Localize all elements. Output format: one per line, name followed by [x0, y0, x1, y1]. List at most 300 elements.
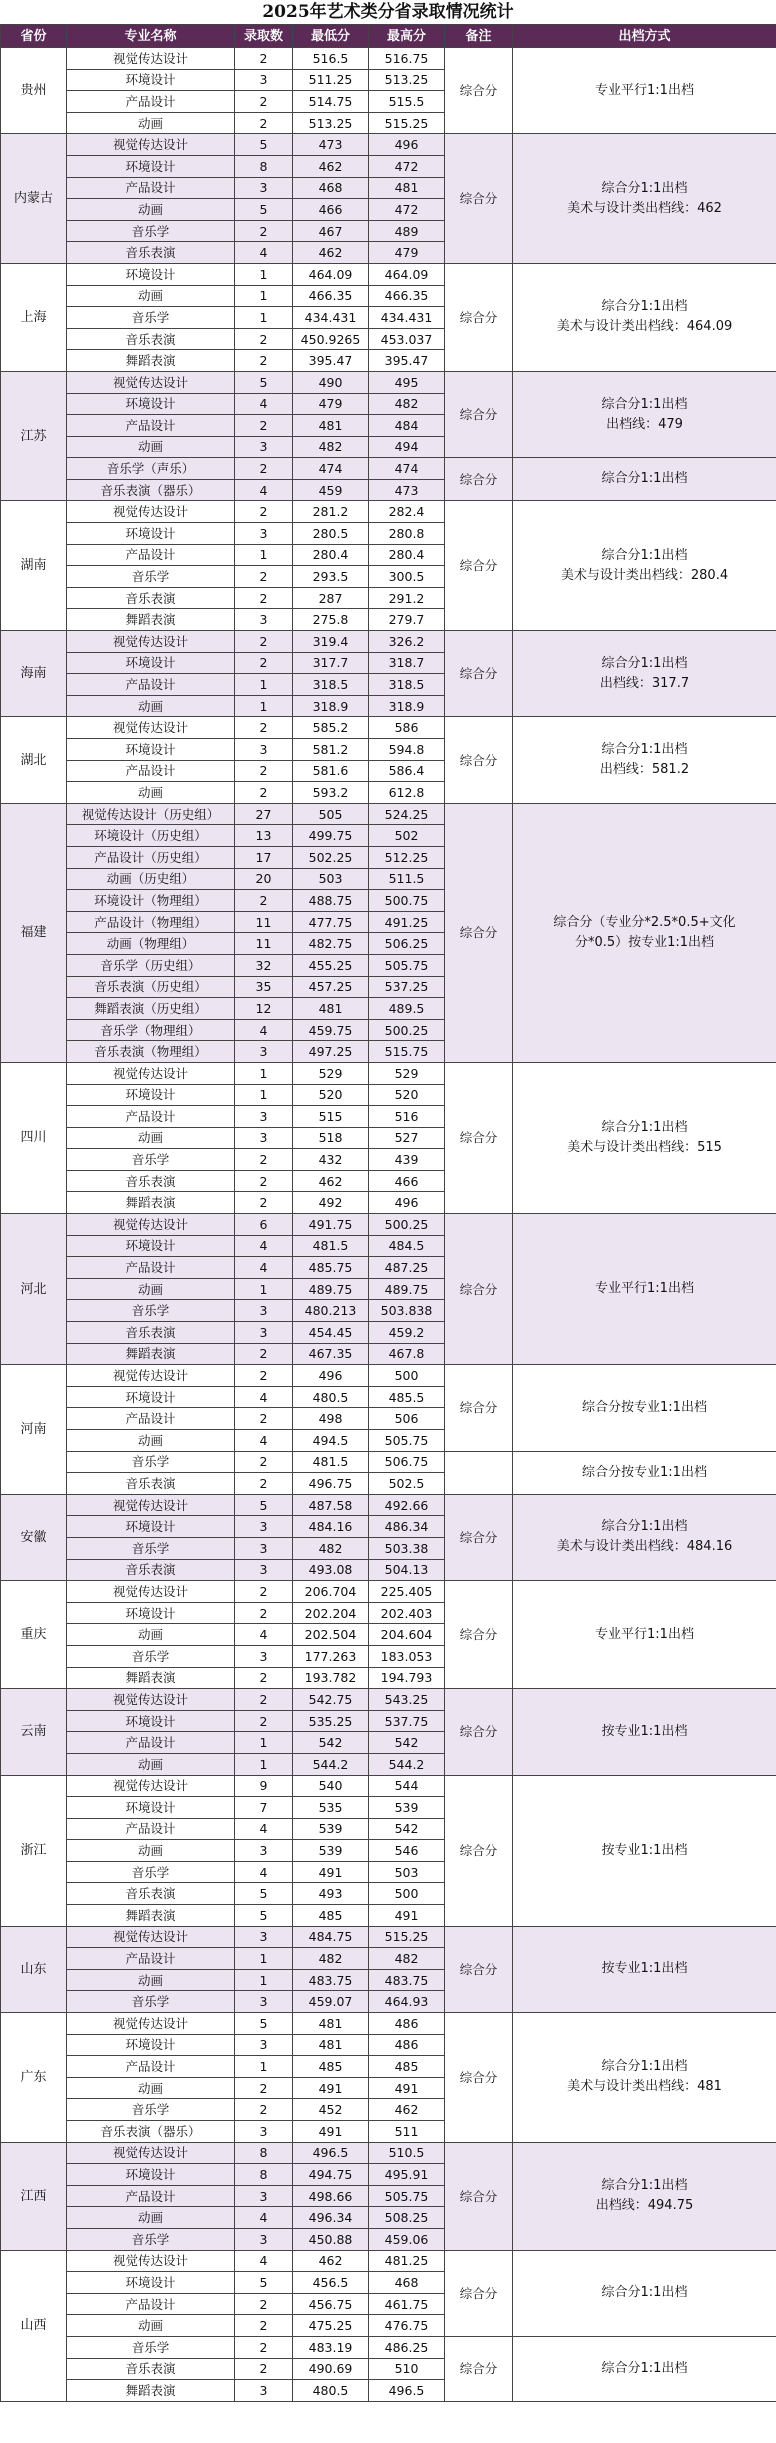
max-score-cell: 511 [369, 2121, 445, 2143]
count-cell: 4 [235, 2250, 293, 2272]
max-score-cell: 183.053 [369, 1645, 445, 1667]
min-score-cell: 485.75 [293, 1257, 369, 1279]
max-score-cell: 467.8 [369, 1343, 445, 1365]
max-score-cell: 508.25 [369, 2207, 445, 2229]
max-score-cell: 500.25 [369, 1214, 445, 1236]
method-line: 按专业1:1出档 [601, 1723, 688, 1739]
major-cell: 动画 [67, 1840, 235, 1862]
major-cell: 产品设计 [67, 2293, 235, 2315]
min-score-cell: 202.504 [293, 1624, 369, 1646]
major-cell: 动画 [67, 695, 235, 717]
count-cell: 6 [235, 1214, 293, 1236]
table-row [1, 2336, 776, 2358]
max-score-cell: 502.5 [369, 1473, 445, 1495]
method-cell [513, 1775, 776, 1926]
min-score-cell: 287 [293, 587, 369, 609]
max-score-cell: 586 [369, 717, 445, 739]
count-cell: 2 [235, 2077, 293, 2099]
method-line: 综合分1:1出档 [601, 2360, 688, 2376]
max-score-cell: 280.8 [369, 523, 445, 545]
table-row [1, 1451, 776, 1473]
method-cell [513, 2250, 776, 2336]
max-score-cell: 485.5 [369, 1386, 445, 1408]
major-cell: 音乐表演（物理组） [67, 1041, 235, 1063]
method-cell [513, 1926, 776, 2012]
min-score-cell: 480.5 [293, 1386, 369, 1408]
method-line: 专业平行1:1出档 [595, 82, 694, 98]
min-score-cell: 511.25 [293, 69, 369, 91]
max-score-cell: 487.25 [369, 1257, 445, 1279]
max-score-cell: 484 [369, 415, 445, 437]
min-score-cell: 280.5 [293, 523, 369, 545]
major-cell: 视觉传达设计 [67, 1062, 235, 1084]
method-line: 综合分（专业分*2.5*0.5+文化 [553, 914, 736, 930]
min-score-cell: 450.88 [293, 2228, 369, 2250]
max-score-cell: 594.8 [369, 739, 445, 761]
count-cell: 8 [235, 2142, 293, 2164]
major-cell: 产品设计 [67, 1732, 235, 1754]
major-cell: 环境设计（物理组） [67, 890, 235, 912]
major-cell: 音乐表演 [67, 242, 235, 264]
min-score-cell: 462 [293, 242, 369, 264]
max-score-cell: 515.75 [369, 1041, 445, 1063]
min-score-cell: 488.75 [293, 890, 369, 912]
major-cell: 视觉传达设计 [67, 1214, 235, 1236]
major-cell: 环境设计 [67, 1084, 235, 1106]
method-line: 美术与设计类出档线：484.16 [556, 1539, 733, 1555]
min-score-cell: 515 [293, 1106, 369, 1128]
min-score-cell: 459.75 [293, 1019, 369, 1041]
method-line: 专业平行1:1出档 [595, 1281, 694, 1297]
min-score-cell: 514.75 [293, 91, 369, 113]
min-score-cell: 480.213 [293, 1300, 369, 1322]
max-score-cell: 459.06 [369, 2228, 445, 2250]
note-cell: 综合分 [445, 501, 513, 631]
major-cell: 产品设计 [67, 2185, 235, 2207]
major-cell: 视觉传达设计 [67, 134, 235, 156]
province-cell: 湖南 [1, 501, 67, 631]
min-score-cell: 481.5 [293, 1451, 369, 1473]
method-cell [513, 1214, 776, 1365]
table-row [1, 803, 776, 825]
method-line: 美术与设计类出档线：462 [567, 200, 722, 216]
min-score-cell: 280.4 [293, 544, 369, 566]
method-line: 综合分按专业1:1出档 [582, 1399, 707, 1415]
table-row [1, 134, 776, 156]
page-title: 2025年艺术类分省录取情况统计 [262, 2, 514, 22]
method-line: 出档线：317.7 [599, 675, 690, 691]
major-cell: 音乐学 [67, 566, 235, 588]
max-score-cell: 481.25 [369, 2250, 445, 2272]
major-cell: 环境设计 [67, 2272, 235, 2294]
min-score-cell: 483.19 [293, 2336, 369, 2358]
count-cell: 2 [235, 458, 293, 480]
province-cell: 浙江 [1, 1775, 67, 1926]
count-cell: 8 [235, 155, 293, 177]
min-score-cell: 544.2 [293, 1753, 369, 1775]
method-line: 综合分1:1出档 [601, 2285, 688, 2301]
major-cell: 音乐表演 [67, 1559, 235, 1581]
major-cell: 动画 [67, 199, 235, 221]
major-cell: 动画 [67, 285, 235, 307]
max-score-cell: 500 [369, 1365, 445, 1387]
max-score-cell: 506.75 [369, 1451, 445, 1473]
max-score-cell: 500.75 [369, 890, 445, 912]
max-score-cell: 544.2 [369, 1753, 445, 1775]
count-cell: 12 [235, 998, 293, 1020]
count-cell: 5 [235, 2272, 293, 2294]
method-cell [513, 2013, 776, 2143]
min-score-cell: 474 [293, 458, 369, 480]
min-score-cell: 502.25 [293, 846, 369, 868]
max-score-cell: 489.5 [369, 998, 445, 1020]
major-cell: 音乐学 [67, 1451, 235, 1473]
major-cell: 环境设计 [67, 2034, 235, 2056]
count-cell: 3 [235, 1537, 293, 1559]
method-cell [513, 2336, 776, 2401]
max-score-cell: 300.5 [369, 566, 445, 588]
major-cell: 视觉传达设计 [67, 1926, 235, 1948]
min-score-cell: 462 [293, 155, 369, 177]
max-score-cell: 476.75 [369, 2315, 445, 2337]
min-score-cell: 482 [293, 436, 369, 458]
max-score-cell: 486.34 [369, 1516, 445, 1538]
count-cell: 2 [235, 566, 293, 588]
max-score-cell: 486.25 [369, 2336, 445, 2358]
method-cell [513, 717, 776, 803]
major-cell: 产品设计 [67, 1257, 235, 1279]
major-cell: 舞蹈表演 [67, 1905, 235, 1927]
min-score-cell: 516.5 [293, 48, 369, 70]
major-cell: 动画（历史组） [67, 868, 235, 890]
max-score-cell: 482 [369, 1948, 445, 1970]
min-score-cell: 452 [293, 2099, 369, 2121]
max-score-cell: 434.431 [369, 307, 445, 329]
note-cell: 综合分 [445, 2336, 513, 2401]
count-cell: 2 [235, 350, 293, 372]
method-line: 综合分1:1出档 [601, 1119, 688, 1135]
count-cell: 4 [235, 393, 293, 415]
count-cell: 2 [235, 2099, 293, 2121]
major-cell: 音乐学 [67, 1300, 235, 1322]
major-cell: 环境设计 [67, 1602, 235, 1624]
count-cell: 2 [235, 717, 293, 739]
major-cell: 动画 [67, 1127, 235, 1149]
note-cell: 综合分 [445, 48, 513, 134]
max-score-cell: 395.47 [369, 350, 445, 372]
min-score-cell: 317.7 [293, 652, 369, 674]
major-cell: 舞蹈表演 [67, 1343, 235, 1365]
min-score-cell: 489.75 [293, 1278, 369, 1300]
method-line: 按专业1:1出档 [601, 1842, 688, 1858]
min-score-cell: 491 [293, 2077, 369, 2099]
max-score-cell: 489.75 [369, 1278, 445, 1300]
note-cell: 综合分 [445, 1494, 513, 1580]
count-cell: 4 [235, 1861, 293, 1883]
major-cell: 动画 [67, 2315, 235, 2337]
major-cell: 动画 [67, 1624, 235, 1646]
count-cell: 3 [235, 2228, 293, 2250]
major-cell: 环境设计 [67, 523, 235, 545]
table-row [1, 1775, 776, 1797]
note-cell: 综合分 [445, 717, 513, 803]
max-score-cell: 502 [369, 825, 445, 847]
major-cell: 视觉传达设计 [67, 2013, 235, 2035]
count-cell: 1 [235, 1278, 293, 1300]
count-cell: 1 [235, 674, 293, 696]
major-cell: 音乐学 [67, 1645, 235, 1667]
count-cell: 2 [235, 587, 293, 609]
count-cell: 3 [235, 1041, 293, 1063]
min-score-cell: 585.2 [293, 717, 369, 739]
count-cell: 5 [235, 1905, 293, 1927]
min-score-cell: 494.75 [293, 2164, 369, 2186]
table-row [1, 1581, 776, 1603]
method-cell [513, 1451, 776, 1494]
min-score-cell: 432 [293, 1149, 369, 1171]
max-score-cell: 318.5 [369, 674, 445, 696]
province-cell: 江苏 [1, 371, 67, 501]
min-score-cell: 490 [293, 371, 369, 393]
min-score-cell: 535.25 [293, 1710, 369, 1732]
count-cell: 5 [235, 371, 293, 393]
count-cell: 2 [235, 1408, 293, 1430]
major-cell: 产品设计 [67, 760, 235, 782]
table-row [1, 631, 776, 653]
count-cell: 2 [235, 760, 293, 782]
max-score-cell: 481 [369, 177, 445, 199]
max-score-cell: 496 [369, 134, 445, 156]
method-line: 综合分1:1出档 [601, 2059, 688, 2075]
count-cell: 2 [235, 328, 293, 350]
max-score-cell: 537.25 [369, 976, 445, 998]
header-min-score: 最低分 [293, 25, 369, 48]
min-score-cell: 456.75 [293, 2293, 369, 2315]
table-body [1, 48, 776, 2402]
max-score-cell: 472 [369, 199, 445, 221]
count-cell: 2 [235, 2336, 293, 2358]
max-score-cell: 500 [369, 1883, 445, 1905]
count-cell: 2 [235, 501, 293, 523]
note-cell: 综合分 [445, 1214, 513, 1365]
min-score-cell: 481.5 [293, 1235, 369, 1257]
max-score-cell: 494 [369, 436, 445, 458]
min-score-cell: 481 [293, 2034, 369, 2056]
min-score-cell: 498.66 [293, 2185, 369, 2207]
major-cell: 音乐学（历史组） [67, 954, 235, 976]
min-score-cell: 490.69 [293, 2358, 369, 2380]
min-score-cell: 492 [293, 1192, 369, 1214]
min-score-cell: 581.6 [293, 760, 369, 782]
max-score-cell: 505.75 [369, 2185, 445, 2207]
method-line: 美术与设计类出档线：464.09 [556, 319, 733, 335]
min-score-cell: 499.75 [293, 825, 369, 847]
method-cell [513, 1494, 776, 1580]
method-cell [513, 1062, 776, 1213]
major-cell: 舞蹈表演 [67, 1667, 235, 1689]
min-score-cell: 482.75 [293, 933, 369, 955]
major-cell: 视觉传达设计 [67, 2250, 235, 2272]
method-cell [513, 803, 776, 1062]
max-score-cell: 542 [369, 1732, 445, 1754]
max-score-cell: 464.09 [369, 263, 445, 285]
major-cell: 环境设计 [67, 263, 235, 285]
major-cell: 动画 [67, 1430, 235, 1452]
max-score-cell: 505.75 [369, 954, 445, 976]
count-cell: 1 [235, 285, 293, 307]
note-cell: 综合分 [445, 631, 513, 717]
note-cell: 综合分 [445, 1775, 513, 1926]
max-score-cell: 291.2 [369, 587, 445, 609]
major-cell: 产品设计 [67, 1948, 235, 1970]
major-cell: 动画 [67, 2077, 235, 2099]
min-score-cell: 497.25 [293, 1041, 369, 1063]
max-score-cell: 496 [369, 1192, 445, 1214]
province-cell: 贵州 [1, 48, 67, 134]
max-score-cell: 318.7 [369, 652, 445, 674]
min-score-cell: 539 [293, 1818, 369, 1840]
min-score-cell: 281.2 [293, 501, 369, 523]
count-cell: 4 [235, 1818, 293, 1840]
note-cell: 综合分 [445, 458, 513, 501]
major-cell: 音乐学 [67, 2099, 235, 2121]
major-cell: 产品设计 [67, 177, 235, 199]
count-cell: 3 [235, 1516, 293, 1538]
major-cell: 视觉传达设计 [67, 2142, 235, 2164]
major-cell: 产品设计 [67, 674, 235, 696]
count-cell: 32 [235, 954, 293, 976]
max-score-cell: 505.75 [369, 1430, 445, 1452]
major-cell: 视觉传达设计 [67, 1775, 235, 1797]
note-cell: 综合分 [445, 263, 513, 371]
max-score-cell: 544 [369, 1775, 445, 1797]
max-score-cell: 492.66 [369, 1494, 445, 1516]
min-score-cell: 193.782 [293, 1667, 369, 1689]
count-cell: 1 [235, 1969, 293, 1991]
major-cell: 音乐表演（器乐） [67, 2121, 235, 2143]
count-cell: 4 [235, 479, 293, 501]
major-cell: 产品设计 [67, 2056, 235, 2078]
major-cell: 视觉传达设计 [67, 631, 235, 653]
table-row [1, 1214, 776, 1236]
max-score-cell: 491.25 [369, 911, 445, 933]
min-score-cell: 462 [293, 2250, 369, 2272]
method-cell [513, 1689, 776, 1775]
max-score-cell: 503.838 [369, 1300, 445, 1322]
count-cell: 5 [235, 1883, 293, 1905]
max-score-cell: 520 [369, 1084, 445, 1106]
count-cell: 1 [235, 1753, 293, 1775]
count-cell: 3 [235, 177, 293, 199]
count-cell: 2 [235, 2293, 293, 2315]
max-score-cell: 512.25 [369, 846, 445, 868]
method-line: 综合分1:1出档 [601, 1519, 688, 1535]
min-score-cell: 319.4 [293, 631, 369, 653]
major-cell: 产品设计 [67, 1408, 235, 1430]
count-cell: 2 [235, 220, 293, 242]
method-line: 出档线：494.75 [595, 2198, 694, 2214]
major-cell: 产品设计 [67, 544, 235, 566]
major-cell: 音乐学 [67, 307, 235, 329]
min-score-cell: 481 [293, 998, 369, 1020]
count-cell: 2 [235, 1170, 293, 1192]
count-cell: 27 [235, 803, 293, 825]
max-score-cell: 453.037 [369, 328, 445, 350]
count-cell: 3 [235, 1991, 293, 2013]
count-cell: 2 [235, 1451, 293, 1473]
count-cell: 1 [235, 307, 293, 329]
count-cell: 2 [235, 1602, 293, 1624]
min-score-cell: 482 [293, 1537, 369, 1559]
method-cell [513, 458, 776, 501]
max-score-cell: 524.25 [369, 803, 445, 825]
max-score-cell: 612.8 [369, 782, 445, 804]
count-cell: 3 [235, 2034, 293, 2056]
min-score-cell: 454.45 [293, 1322, 369, 1344]
max-score-cell: 503 [369, 1861, 445, 1883]
min-score-cell: 455.25 [293, 954, 369, 976]
major-cell: 动画 [67, 112, 235, 134]
max-score-cell: 516 [369, 1106, 445, 1128]
table-row [1, 1689, 776, 1711]
table-row [1, 2250, 776, 2272]
method-line: 综合分按专业1:1出档 [582, 1464, 707, 1480]
major-cell: 视觉传达设计 [67, 717, 235, 739]
count-cell: 4 [235, 2207, 293, 2229]
major-cell: 产品设计（物理组） [67, 911, 235, 933]
count-cell: 1 [235, 1732, 293, 1754]
province-cell: 山西 [1, 2250, 67, 2401]
max-score-cell: 500.25 [369, 1019, 445, 1041]
max-score-cell: 439 [369, 1149, 445, 1171]
major-cell: 音乐表演（历史组） [67, 976, 235, 998]
note-cell: 综合分 [445, 1689, 513, 1775]
major-cell: 环境设计 [67, 1710, 235, 1732]
count-cell: 2 [235, 1365, 293, 1387]
max-score-cell: 468 [369, 2272, 445, 2294]
min-score-cell: 498 [293, 1408, 369, 1430]
count-cell: 2 [235, 1581, 293, 1603]
min-score-cell: 483.75 [293, 1969, 369, 1991]
min-score-cell: 593.2 [293, 782, 369, 804]
max-score-cell: 546 [369, 1840, 445, 1862]
count-cell: 17 [235, 846, 293, 868]
count-cell: 3 [235, 1127, 293, 1149]
count-cell: 5 [235, 134, 293, 156]
max-score-cell: 464.93 [369, 1991, 445, 2013]
major-cell: 音乐学 [67, 2228, 235, 2250]
min-score-cell: 487.58 [293, 1494, 369, 1516]
method-line: 综合分1:1出档 [601, 471, 688, 487]
method-cell [513, 501, 776, 631]
max-score-cell: 496.5 [369, 2380, 445, 2402]
count-cell: 4 [235, 242, 293, 264]
max-score-cell: 483.75 [369, 1969, 445, 1991]
max-score-cell: 516.75 [369, 48, 445, 70]
major-cell: 环境设计 [67, 2164, 235, 2186]
major-cell: 音乐表演 [67, 587, 235, 609]
count-cell: 3 [235, 739, 293, 761]
major-cell: 产品设计（历史组） [67, 846, 235, 868]
max-score-cell: 511.5 [369, 868, 445, 890]
min-score-cell: 275.8 [293, 609, 369, 631]
min-score-cell: 450.9265 [293, 328, 369, 350]
count-cell: 13 [235, 825, 293, 847]
major-cell: 动画（物理组） [67, 933, 235, 955]
table-row [1, 48, 776, 70]
method-line: 出档线：581.2 [599, 762, 690, 778]
max-score-cell: 491 [369, 1905, 445, 1927]
